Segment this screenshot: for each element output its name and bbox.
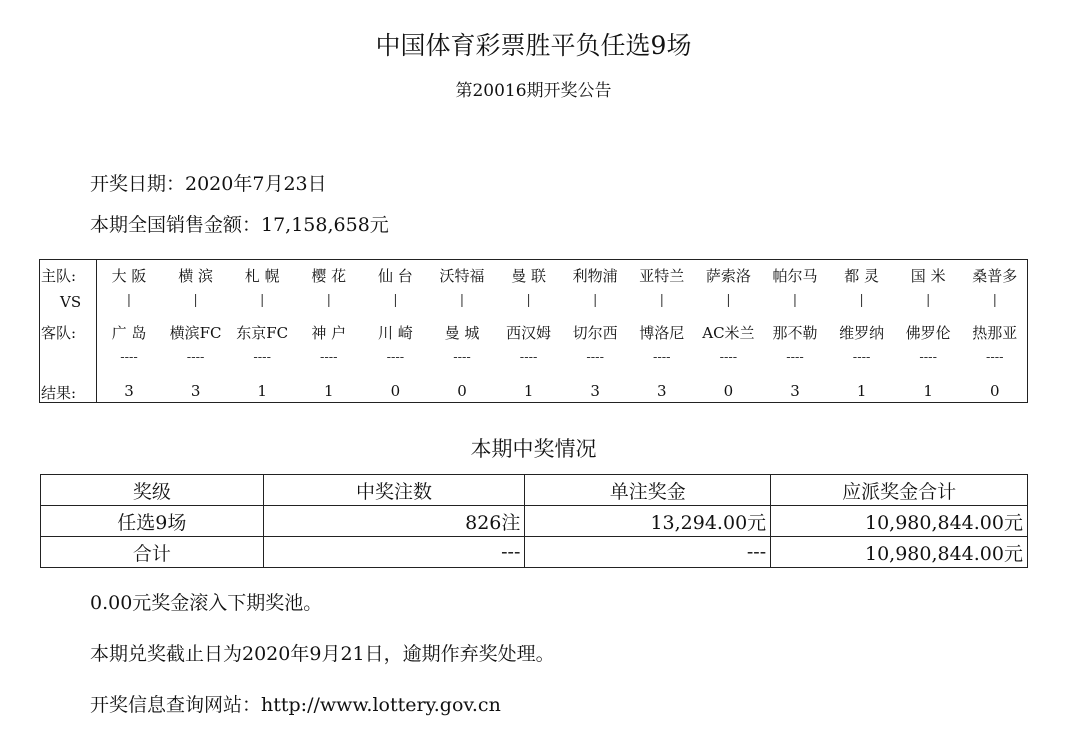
match-result: 1 (856, 382, 867, 400)
rollover-note: 0.00元奖金滚入下期奖池。 (90, 592, 323, 614)
home-team: 帕尔马 (772, 267, 818, 285)
vs-mark: | (726, 293, 731, 308)
prize-header-row (41, 475, 1028, 506)
home-label: 主队: (41, 267, 77, 285)
home-team: 曼 联 (511, 267, 546, 285)
page-title: 中国体育彩票胜平负任选9场 (375, 31, 692, 60)
vs-mark: | (859, 293, 864, 308)
match-table (39, 259, 1028, 403)
match-result: 3 (590, 382, 600, 400)
away-team: 川 崎 (378, 324, 413, 342)
match-result: 3 (124, 382, 134, 400)
prize-section-title: 本期中奖情况 (470, 437, 597, 461)
match-result: 0 (390, 382, 401, 400)
home-team: 樱 花 (311, 267, 347, 285)
away-label: 客队: (41, 324, 77, 342)
prize-table (40, 474, 1028, 568)
total-row (41, 537, 1028, 568)
vs-mark: | (126, 293, 132, 308)
match-result: 0 (457, 382, 467, 400)
result-separator: ---- (519, 350, 538, 365)
away-team: 东京FC (236, 324, 289, 342)
draw-date: 开奖日期：2020年7月23日 (90, 173, 327, 195)
away-team: 佛罗伦 (905, 324, 951, 342)
home-team: 都 灵 (844, 267, 879, 285)
result-separator: ---- (253, 350, 271, 365)
prize-row (41, 506, 1028, 537)
home-team: 利物浦 (572, 267, 618, 285)
header-unit-prize: 单注奖金 (525, 475, 771, 506)
home-team: 大 阪 (111, 267, 147, 285)
vs-mark: | (592, 293, 598, 308)
match-result: 1 (324, 382, 334, 400)
total-unit-cell: --- (525, 537, 771, 568)
away-team: 那不勒 (772, 324, 818, 342)
away-team: 切尔西 (572, 324, 618, 342)
away-team: 神 户 (311, 324, 347, 342)
vs-mark: | (193, 293, 198, 308)
away-team: 广 岛 (111, 324, 147, 342)
total-label-cell: 合计 (41, 537, 264, 568)
home-team: 桑普多 (972, 267, 1018, 285)
result-separator: ---- (386, 350, 405, 365)
vs-mark: | (925, 293, 931, 308)
result-separator: ---- (986, 350, 1004, 365)
prize-level-cell: 任选9场 (41, 506, 264, 537)
header-total-prize: 应派奖金合计 (771, 475, 1028, 506)
vs-mark: | (659, 293, 664, 308)
total-amount-cell: 10,980,844.00元 (771, 537, 1028, 568)
result-separator: ---- (719, 350, 738, 365)
home-team: 亚特兰 (639, 267, 685, 285)
header-prize-level: 奖级 (41, 475, 264, 506)
match-result: 1 (523, 382, 534, 400)
vs-label: VS (60, 293, 82, 311)
away-team: 西汉姆 (506, 324, 552, 342)
home-team: 仙 台 (378, 267, 413, 285)
header-winning-count: 中奖注数 (263, 475, 525, 506)
result-separator: ---- (586, 350, 604, 365)
match-label-column (40, 260, 97, 402)
website-note: 开奖信息查询网站：http://www.lottery.gov.cn (90, 694, 501, 716)
home-team: 札 幌 (244, 267, 280, 285)
match-result: 1 (923, 382, 933, 400)
away-team: 热那亚 (972, 324, 1018, 342)
home-team: 萨索洛 (705, 267, 751, 285)
result-separator: ---- (852, 350, 871, 365)
vs-mark: | (526, 293, 531, 308)
match-result: 3 (790, 382, 800, 400)
result-separator: ---- (453, 350, 471, 365)
home-team: 沃特福 (439, 267, 485, 285)
issue-subtitle: 第20016期开奖公告 (455, 81, 612, 101)
away-team: AC米兰 (702, 324, 755, 342)
vs-mark: | (992, 293, 997, 308)
result-label: 结果: (41, 384, 77, 402)
match-result: 3 (190, 382, 201, 400)
result-separator: ---- (786, 350, 804, 365)
vs-mark: | (459, 293, 465, 308)
total-prize-cell: 10,980,844.00元 (771, 506, 1028, 537)
result-separator: ---- (186, 350, 205, 365)
away-team: 横滨FC (169, 324, 222, 342)
sales-amount: 本期全国销售金额：17,158,658元 (90, 214, 389, 236)
away-team: 曼 城 (444, 324, 480, 342)
vs-mark: | (393, 293, 398, 308)
total-count-cell: --- (263, 537, 525, 568)
match-result: 0 (990, 382, 1000, 400)
away-team: 维罗纳 (839, 324, 885, 342)
result-separator: ---- (653, 350, 671, 365)
result-separator: ---- (919, 350, 937, 365)
vs-mark: | (259, 293, 265, 308)
winning-count-cell: 826注 (263, 506, 525, 537)
away-team: 博洛尼 (639, 324, 685, 342)
vs-mark: | (326, 293, 331, 308)
claim-deadline-note: 本期兑奖截止日为2020年9月21日，逾期作弃奖处理。 (90, 643, 555, 665)
result-separator: ---- (320, 350, 338, 365)
result-separator: ---- (120, 350, 138, 365)
match-result: 3 (657, 382, 667, 400)
match-result: 0 (723, 382, 734, 400)
unit-prize-cell: 13,294.00元 (525, 506, 771, 537)
home-team: 国 米 (910, 267, 946, 285)
match-result: 1 (257, 382, 267, 400)
home-team: 横 滨 (178, 267, 213, 285)
vs-mark: | (792, 293, 798, 308)
